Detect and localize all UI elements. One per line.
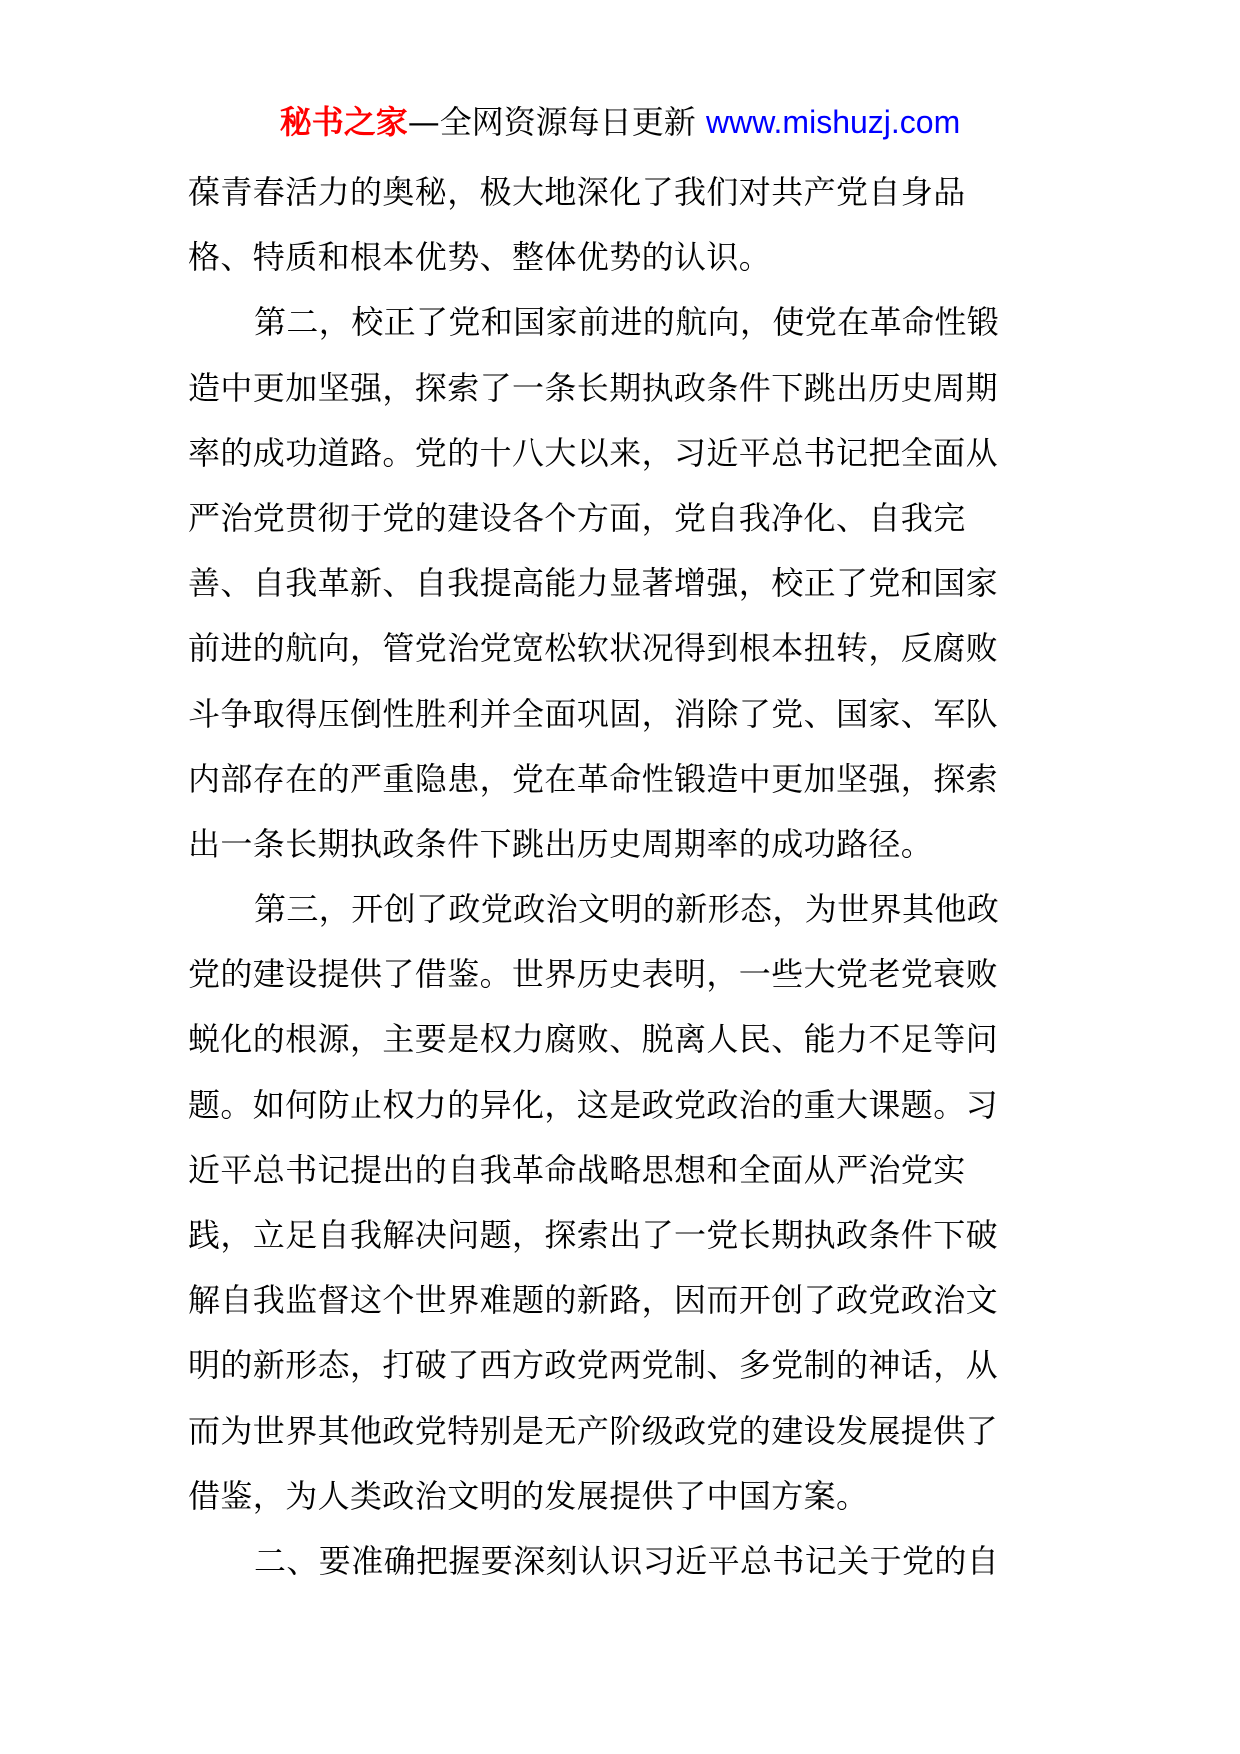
text-line: 率的成功道路。党的十八大以来，习近平总书记把全面从	[188, 433, 999, 472]
document-body	[188, 160, 1060, 1594]
text-line: 践，立足自我解决问题，探索出了一党长期执政条件下破	[188, 1216, 999, 1254]
text-line: 前进的航向，管党治党宽松软状况得到根本扭转，反腐败	[188, 629, 999, 668]
text-line: 蜕化的根源，主要是权力腐败、脱离人民、能力不足等问	[188, 1020, 999, 1059]
text-line: 斗争取得压倒性胜利并全面巩固，消除了党、国家、军队	[188, 694, 999, 733]
text-line: 党的建设提供了借鉴。世界历史表明，一些大党老党衰败	[188, 955, 999, 994]
text-line: 借鉴，为人类政治文明的发展提供了中国方案。	[188, 1476, 869, 1515]
text-line: 解自我监督这个世界难题的新路，因而开创了政党政治文	[188, 1281, 999, 1320]
text-line: 明的新形态，打破了西方政党两党制、多党制的神话，从	[188, 1346, 999, 1385]
text-line: 内部存在的严重隐患，党在革命性锻造中更加坚强，探索	[188, 759, 999, 798]
text-line: 题。如何防止权力的异化，这是政党政治的重大课题。习	[188, 1085, 999, 1124]
text-line: 造中更加坚强，探索了一条长期执政条件下跳出历史周期	[188, 368, 999, 407]
text-line: 出一条长期执政条件下跳出历史周期率的成功路径。	[188, 824, 934, 863]
paragraph-start-line: 第二，校正了党和国家前进的航向，使党在革命性锻	[254, 303, 1000, 342]
text-line: 而为世界其他政党特别是无产阶级政党的建设发展提供了	[188, 1411, 999, 1450]
text-line: 善、自我革新、自我提高能力显著增强，校正了党和国家	[188, 564, 999, 603]
site-brand: 秘书之家	[279, 103, 408, 141]
text-line: 葆青春活力的奥秘，极大地深化了我们对共产党自身品	[188, 173, 966, 211]
paragraph-start-line: 第三，开创了政党政治文明的新形态，为世界其他政	[254, 890, 1000, 929]
site-tagline: —全网资源每日更新	[407, 103, 706, 141]
site-url[interactable]: www.mishuzj.com	[705, 104, 961, 140]
section-heading-line: 二、要准确把握要深刻认识习近平总书记关于党的自	[254, 1541, 1000, 1580]
text-line: 格、特质和根本优势、整体优势的认识。	[188, 238, 772, 277]
text-line: 近平总书记提出的自我革命战略思想和全面从严治党实	[188, 1150, 966, 1189]
page-header	[0, 100, 1240, 144]
text-line: 严治党贯彻于党的建设各个方面，党自我净化、自我完	[188, 498, 966, 537]
